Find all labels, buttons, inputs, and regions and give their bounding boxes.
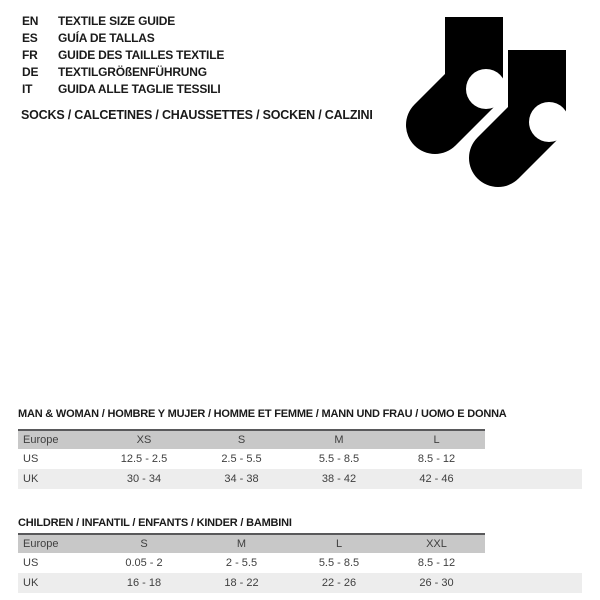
size-cell: 34 - 38: [224, 473, 259, 485]
table-header-row: [18, 534, 582, 553]
size-cell: 30 - 34: [126, 473, 162, 485]
language-row: [22, 64, 224, 81]
region-cell: US: [23, 557, 39, 569]
size-cell: 12.5 - 2.5: [120, 453, 168, 465]
language-row: [22, 81, 224, 98]
size-cell: 2.5 - 5.5: [221, 453, 262, 465]
language-row: [22, 47, 224, 64]
size-cell: 26 - 30: [419, 577, 454, 589]
table-row-us: [18, 553, 582, 573]
column-header-region: Europe: [18, 534, 95, 553]
size-cell: 8.5 - 12: [417, 557, 456, 569]
category-line: SOCKS / CALCETINES / CHAUSSETTES / SOCKEN / CALZINI: [21, 108, 373, 122]
language-row: [22, 30, 224, 47]
size-table-children: [18, 533, 582, 593]
column-header-size: XXL: [388, 534, 485, 553]
column-header-size: M: [193, 534, 290, 553]
sock-front: [498, 50, 569, 158]
column-header-region: Europe: [18, 430, 95, 449]
size-cell-empty: [485, 553, 582, 573]
size-cell: 0.05 - 2: [125, 557, 163, 569]
size-cell: 18 - 22: [224, 577, 259, 589]
language-code: IT: [22, 82, 33, 96]
size-table-man-woman: [18, 429, 582, 489]
table-row-us: [18, 449, 582, 469]
size-cell: 5.5 - 8.5: [318, 453, 360, 465]
column-header-empty: [485, 430, 582, 449]
language-label: TEXTILGRÖßENFÜHRUNG: [58, 65, 207, 79]
column-header-size: L: [290, 534, 388, 553]
size-cell-empty: [485, 449, 582, 469]
size-cell: 2 - 5.5: [225, 557, 258, 569]
size-cell: 42 - 46: [419, 473, 454, 485]
size-cell: 22 - 26: [321, 577, 357, 589]
size-cell-empty: [485, 469, 582, 489]
size-cell-empty: [485, 573, 582, 593]
language-label: TEXTILE SIZE GUIDE: [58, 14, 176, 28]
column-header-size: M: [290, 430, 388, 449]
region-cell: UK: [23, 577, 39, 589]
column-header-empty: [485, 534, 582, 553]
column-header-size: L: [388, 430, 485, 449]
language-code: EN: [22, 14, 39, 28]
language-row: [22, 13, 224, 30]
region-cell: UK: [23, 473, 39, 485]
region-cell: US: [23, 453, 39, 465]
sock-back: [435, 17, 506, 125]
column-header-size: S: [95, 534, 193, 553]
table-title-man-woman: MAN & WOMAN / HOMBRE Y MUJER / HOMME ET FEMME / MANN UND FRAU / UOMO E DONNA: [18, 408, 507, 420]
language-list: [22, 13, 224, 98]
size-cell: 16 - 18: [126, 577, 162, 589]
table-title-children: CHILDREN / INFANTIL / ENFANTS / KINDER / BAMBINI: [18, 517, 292, 529]
size-cell: 5.5 - 8.5: [318, 557, 360, 569]
language-label: GUIDE DES TAILLES TEXTILE: [58, 48, 225, 62]
size-cell: 38 - 42: [321, 473, 357, 485]
language-code: DE: [22, 65, 39, 79]
column-header-size: XS: [95, 430, 193, 449]
language-code: ES: [22, 31, 38, 45]
table-header-row: [18, 430, 582, 449]
size-cell: 8.5 - 12: [417, 453, 456, 465]
table-row-uk: [18, 469, 582, 489]
table-row-uk: [18, 573, 582, 593]
language-label: GUÍA DE TALLAS: [58, 31, 155, 45]
column-header-size: S: [193, 430, 290, 449]
language-label: GUIDA ALLE TAGLIE TESSILI: [58, 82, 221, 96]
socks-icon: [405, 8, 585, 188]
language-code: FR: [22, 48, 38, 62]
